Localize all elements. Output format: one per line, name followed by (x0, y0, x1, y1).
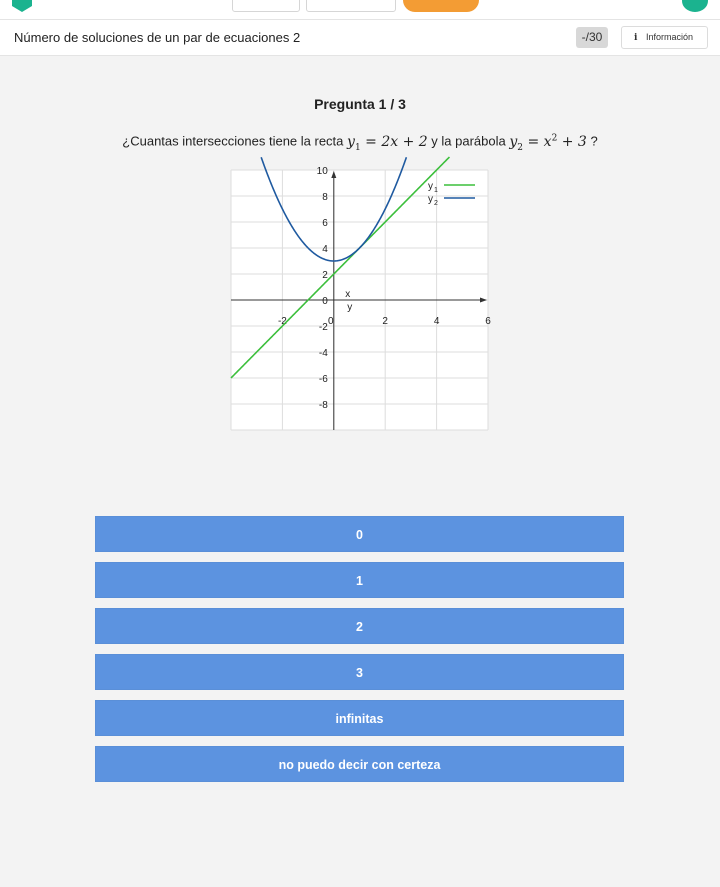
reset-button[interactable] (306, 0, 396, 12)
chart-svg (231, 166, 491, 430)
question-prefix: ¿Cuantas intersecciones tiene la recta (122, 133, 344, 149)
answer-option-1[interactable]: 1 (95, 562, 624, 598)
score-badge: -/30 (576, 27, 608, 48)
exercise-title: Número de soluciones de un par de ecuaciones 2 (14, 30, 301, 45)
y-tick-label: 10 (316, 166, 328, 177)
y-tick-label: -8 (318, 400, 328, 411)
info-icon: i (634, 33, 638, 43)
y-tick-label: 8 (322, 192, 328, 203)
question-suffix: ? (590, 133, 598, 149)
series-line-y1 (231, 157, 449, 378)
info-button[interactable] (621, 26, 708, 49)
answer-option-infinitas[interactable]: infinitas (95, 700, 624, 736)
top-toolbar (0, 0, 720, 20)
x-tick-label: -2 (277, 316, 287, 327)
x-axis-arrow (480, 298, 487, 303)
answer-option-3[interactable]: 3 (95, 654, 624, 690)
y-axis-label: y (347, 302, 353, 313)
x-tick-label: 2 (382, 316, 388, 327)
y-tick-label: -2 (318, 322, 328, 333)
legend-sub-y1: 1 (434, 187, 438, 194)
equation-parabola: $y_2 = x^2 + 3$ (509, 133, 587, 153)
answer-list (95, 516, 624, 792)
info-label: Información (646, 32, 694, 42)
equation-line: $y_1 = 2x + 2$ (347, 133, 428, 153)
x-tick-label: 0 (328, 316, 334, 327)
back-button[interactable] (232, 0, 300, 12)
y-tick-label: 2 (322, 270, 328, 281)
legend-sub-y2: 2 (434, 200, 438, 207)
send-button[interactable] (403, 0, 479, 12)
x-tick-label: 4 (433, 316, 440, 327)
y-tick-label: -4 (318, 348, 328, 359)
exercise-header (0, 20, 720, 56)
action-circle-button[interactable] (682, 0, 708, 12)
y-tick-label: 4 (322, 244, 328, 255)
y-tick-label: 6 (322, 218, 328, 229)
question-text (0, 133, 720, 152)
legend-label-y2: y (428, 194, 433, 205)
logo-icon (10, 0, 34, 12)
y-tick-label: -6 (318, 374, 328, 385)
y-tick-label: 0 (322, 296, 328, 307)
legend-label-y1: y (428, 181, 433, 192)
question-middle: y la parábola (431, 133, 506, 149)
answer-option-no-certeza[interactable]: no puedo decir con certeza (95, 746, 624, 782)
x-axis-label: x (345, 289, 351, 300)
answer-option-0[interactable]: 0 (95, 516, 624, 552)
answer-option-2[interactable]: 2 (95, 608, 624, 644)
y-axis-arrow (331, 171, 336, 178)
function-chart (231, 166, 491, 430)
x-tick-label: 6 (485, 316, 491, 327)
question-counter: Pregunta 1 / 3 (314, 96, 406, 112)
